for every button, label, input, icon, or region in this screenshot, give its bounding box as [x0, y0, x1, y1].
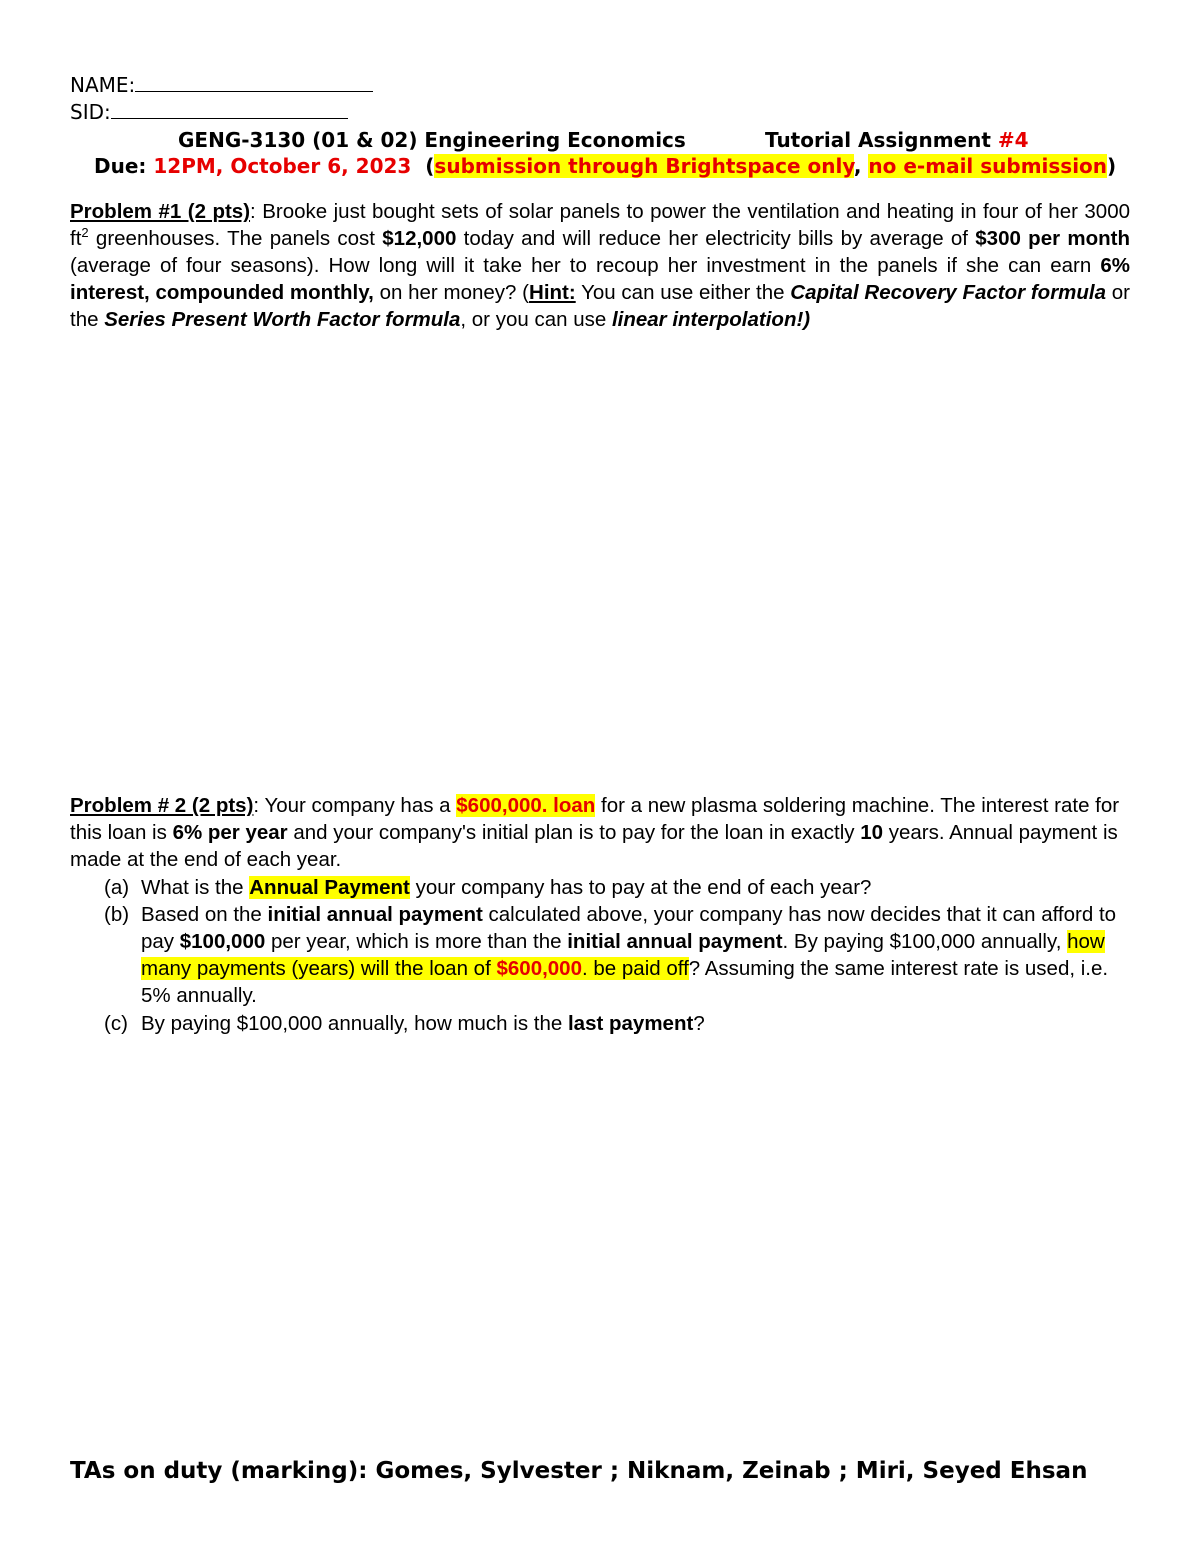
payment-amount: $100,000 — [179, 930, 266, 954]
due-label: Due: — [94, 154, 154, 178]
problem-1-text: or the — [70, 281, 1131, 331]
due-date: 12PM, October 6, 2023 — [153, 154, 412, 178]
monthly-saving: $300 per month — [975, 227, 1130, 250]
part-b-text: Based on the — [141, 902, 268, 926]
part-a-marker: (a) — [104, 875, 130, 899]
sid-field-row — [70, 98, 348, 125]
name-label: NAME: — [70, 73, 136, 97]
name-field-row — [70, 71, 373, 98]
part-a-text: your company has to pay at the end of each year? — [409, 875, 872, 899]
spwf-formula: Series Present Worth Factor formula — [104, 308, 461, 331]
payments-question-highlight: how many payments (years) will the loan of — [141, 930, 1105, 981]
problem-1-text: (average of four seasons). How long will it take her to recoup her investment in the panels if she can earn — [70, 254, 1101, 277]
comma: , — [853, 154, 862, 178]
part-b-text: per year, which is more than the — [265, 930, 568, 954]
problem-1-text: You can use either the — [575, 281, 791, 304]
problem-1-text: on her money? ( — [373, 281, 530, 304]
part-b-text: ? Assuming the same interest rate is used, i.e. 5% annually. — [141, 957, 1109, 1008]
paren-open: ( — [425, 154, 435, 178]
part-b-text: . By paying $100,000 annually, — [782, 930, 1068, 954]
due-line — [94, 153, 1116, 179]
part-a — [70, 874, 1140, 901]
part-c-text: ? — [693, 1011, 705, 1035]
problem-2 — [70, 792, 1140, 1037]
crf-formula: Capital Recovery Factor formula — [790, 281, 1107, 304]
sid-blank-line[interactable] — [111, 98, 348, 119]
problem-1-text: : Brooke just bought sets of solar panels to power the ventilation and heating in four of her 3000 ft — [70, 200, 1130, 250]
problem-2-heading: Problem # 2 (2 pts) — [70, 794, 254, 817]
course-header — [178, 127, 1029, 153]
initial-annual-payment: initial annual payment — [567, 930, 783, 954]
initial-annual-payment: initial annual payment — [267, 902, 483, 926]
hint-label: Hint: — [529, 281, 576, 304]
part-b-marker: (b) — [104, 902, 130, 926]
part-a-text: What is the — [141, 875, 250, 899]
assignment-title — [765, 127, 1029, 153]
problem-2-intro — [70, 792, 1140, 874]
problem-1-text: greenhouses. The panels cost — [88, 227, 383, 250]
problem-2-text: for a new plasma soldering machine. The interest rate for this loan is — [70, 794, 1120, 845]
loan-years: 10 — [860, 821, 884, 845]
problem-2-text: and your company's initial plan is to pay for the loan in exactly — [287, 821, 861, 845]
problem-2-parts — [70, 874, 1140, 1037]
panel-cost: $12,000 — [382, 227, 457, 250]
part-c-text: By paying $100,000 annually, how much is the — [141, 1011, 568, 1035]
part-b-text: calculated above, your company has now decides that it can afford to pay — [141, 902, 1117, 954]
submission-note: submission through Brightspace only — [434, 154, 854, 178]
assignment-label: Tutorial Assignment — [765, 128, 998, 152]
loan-amount: $600,000. loan — [456, 794, 596, 817]
interest-rate: 6% interest, compounded monthly, — [70, 254, 1130, 304]
problem-1-text: , or you can use — [460, 308, 612, 331]
part-c — [70, 1010, 1140, 1037]
loan-amount-red: $600,000 — [496, 957, 582, 981]
problem-2-text: : Your company has a — [253, 794, 457, 817]
ta-footer: TAs on duty (marking): Gomes, Sylvester ; Niknam, Zeinab ; Miri, Seyed Ehsan — [70, 1458, 1088, 1484]
last-payment: last payment — [567, 1011, 694, 1035]
assignment-number: #4 — [997, 128, 1029, 152]
paren-close: ) — [1107, 154, 1117, 178]
linear-interpolation: linear interpolation!) — [611, 308, 811, 331]
part-b — [70, 901, 1140, 1010]
superscript: 2 — [81, 225, 89, 241]
loan-rate: 6% per year — [172, 821, 288, 845]
course-title: GENG-3130 (01 & 02) Engineering Economics — [178, 128, 686, 152]
part-c-marker: (c) — [104, 1011, 128, 1035]
problem-2-text: years. Annual payment is made at the end of each year. — [70, 821, 1118, 872]
no-email-note: no e-mail submission — [868, 154, 1108, 178]
annual-payment-highlight: Annual Payment — [249, 875, 410, 899]
name-blank-line[interactable] — [135, 71, 373, 92]
problem-1 — [70, 198, 1130, 333]
problem-1-text: today and will reduce her electricity bills by average of — [456, 227, 976, 250]
sid-label: SID: — [70, 100, 111, 124]
problem-1-heading: Problem #1 (2 pts) — [70, 200, 251, 223]
paid-off-highlight: . be paid off — [582, 957, 689, 981]
